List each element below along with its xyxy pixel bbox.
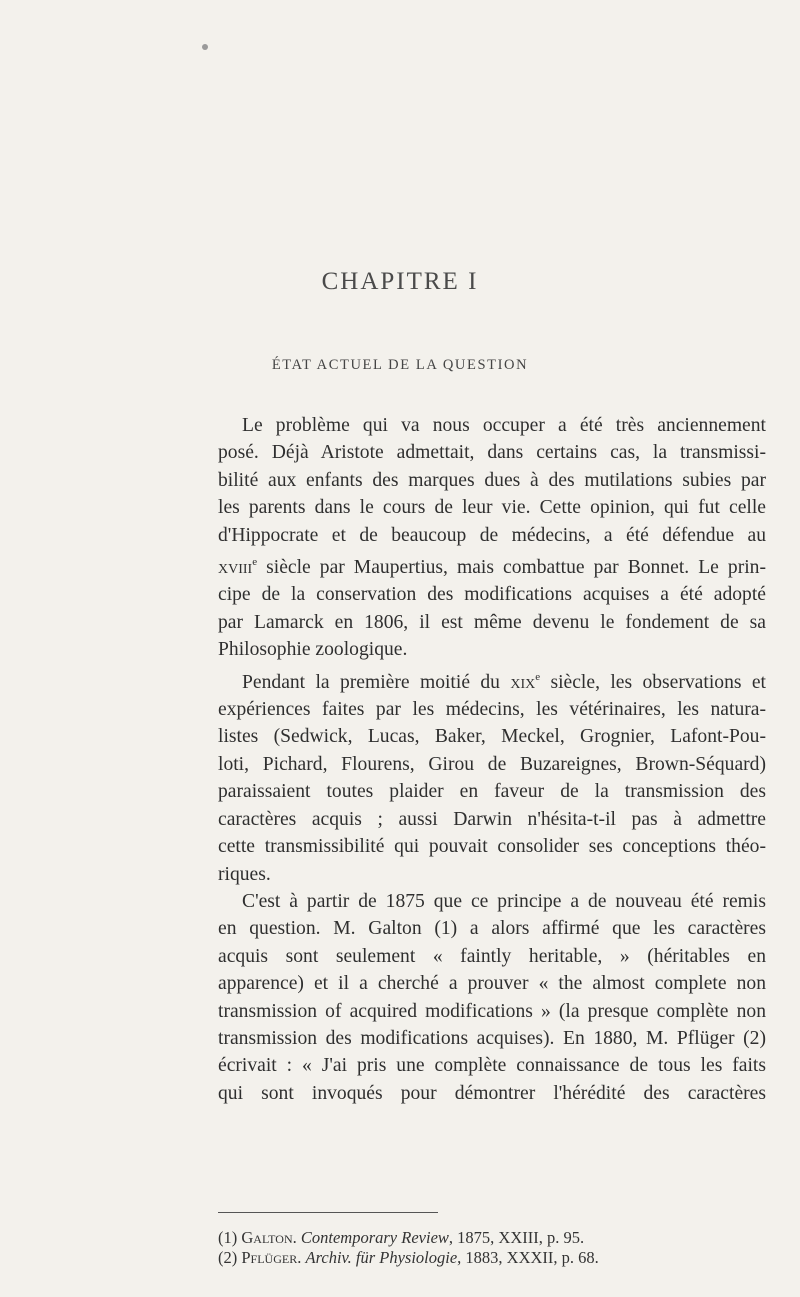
page-speck xyxy=(202,44,208,50)
century-superscript: e xyxy=(535,670,541,683)
chapter-title: CHAPITRE I xyxy=(321,268,479,295)
footnote-separator: . xyxy=(297,1248,302,1267)
century-numeral: xviii xyxy=(218,557,253,579)
text-line: paraissaient toutes plaider en faveur de la transmission des xyxy=(218,781,766,803)
footnote-source: Contemporary Review xyxy=(300,1228,449,1247)
text-line: acquis sont seulement « faintly heritable, » (héritables en xyxy=(218,945,766,967)
section-title: ÉTAT ACTUEL DE LA QUESTION xyxy=(271,357,529,373)
text-line: cette transmissibilité qui pouvait consolider ses conceptions théo- xyxy=(218,836,766,858)
text-line: par Lamarck en 1806, il est même devenu le fondement de sa xyxy=(218,611,766,633)
text-line: listes (Sedwick, Lucas, Baker, Meckel, Grognier, Lafont-Pou- xyxy=(218,726,766,748)
footnote-author: Galton xyxy=(241,1228,293,1247)
text-line xyxy=(218,549,766,581)
text-line: loti, Pichard, Flourens, Girou de Buzareignes, Brown-Séquard) xyxy=(218,753,766,775)
text-line: qui sont invoqués pour démontrer l'hérédité des caractères xyxy=(218,1082,766,1104)
text-line: Philosophie zoologique. xyxy=(218,639,408,661)
footnote-marker: (1) xyxy=(218,1228,238,1247)
text-line: C'est à partir de 1875 que ce principe a de nouveau été remis xyxy=(242,890,766,912)
text-line: apparence) et il a cherché a prouver « the almost complete non xyxy=(218,973,766,995)
text-line: Le problème qui va nous occuper a été très anciennement xyxy=(242,415,766,436)
text-line: expériences faites par les médecins, les vétérinaires, les natura- xyxy=(218,699,766,721)
footnote-details: , 1875, XXIII, p. 95. xyxy=(448,1228,585,1247)
footnote-separator: . xyxy=(292,1228,297,1247)
text-fragment: Pendant la première moitié du xyxy=(242,671,500,693)
footnote-details: , 1883, XXXII, p. 68. xyxy=(457,1248,599,1267)
footnote-author: Pflüger xyxy=(241,1248,298,1267)
text-line: transmission of acquired modifications » (la presque complète non xyxy=(218,1000,766,1022)
text-line: écrivait : « J'ai pris une complète connaissance de tous les faits xyxy=(218,1055,766,1077)
body-text xyxy=(218,412,766,1107)
text-line: cipe de la conservation des modifications acquises a été adopté xyxy=(218,584,766,606)
footnote xyxy=(218,1228,778,1248)
footnote-divider xyxy=(218,1212,438,1213)
footnote xyxy=(218,1248,778,1268)
text-line: bilité aux enfants des marques dues à des mutilations subies par xyxy=(218,469,766,491)
footnotes xyxy=(218,1228,778,1268)
footnote-marker: (2) xyxy=(218,1248,238,1267)
text-line: en question. M. Galton (1) a alors affirmé que les caractères xyxy=(218,918,766,940)
footnote-source: Archiv. für Physiologie xyxy=(305,1248,458,1267)
text-line: les parents dans le cours de leur vie. Cette opinion, qui fut celle xyxy=(218,497,766,519)
text-fragment: siècle, les observations et xyxy=(550,671,766,693)
text-line xyxy=(218,664,766,696)
text-line: transmission des modifications acquises). En 1880, M. Pflüger (2) xyxy=(218,1027,766,1049)
text-line: posé. Déjà Aristote admettait, dans certains cas, la transmissi- xyxy=(218,442,766,464)
text-line: caractères acquis ; aussi Darwin n'hésita-t-il pas à admettre xyxy=(218,808,766,830)
century-superscript: e xyxy=(252,556,258,569)
text-fragment: siècle par Maupertius, mais combattue par Bonnet. Le prin- xyxy=(266,557,766,579)
text-line: d'Hippocrate et de beaucoup de médecins, a été défendue au xyxy=(218,524,766,546)
century-numeral: xix xyxy=(510,671,536,693)
text-line: riques. xyxy=(218,863,271,885)
